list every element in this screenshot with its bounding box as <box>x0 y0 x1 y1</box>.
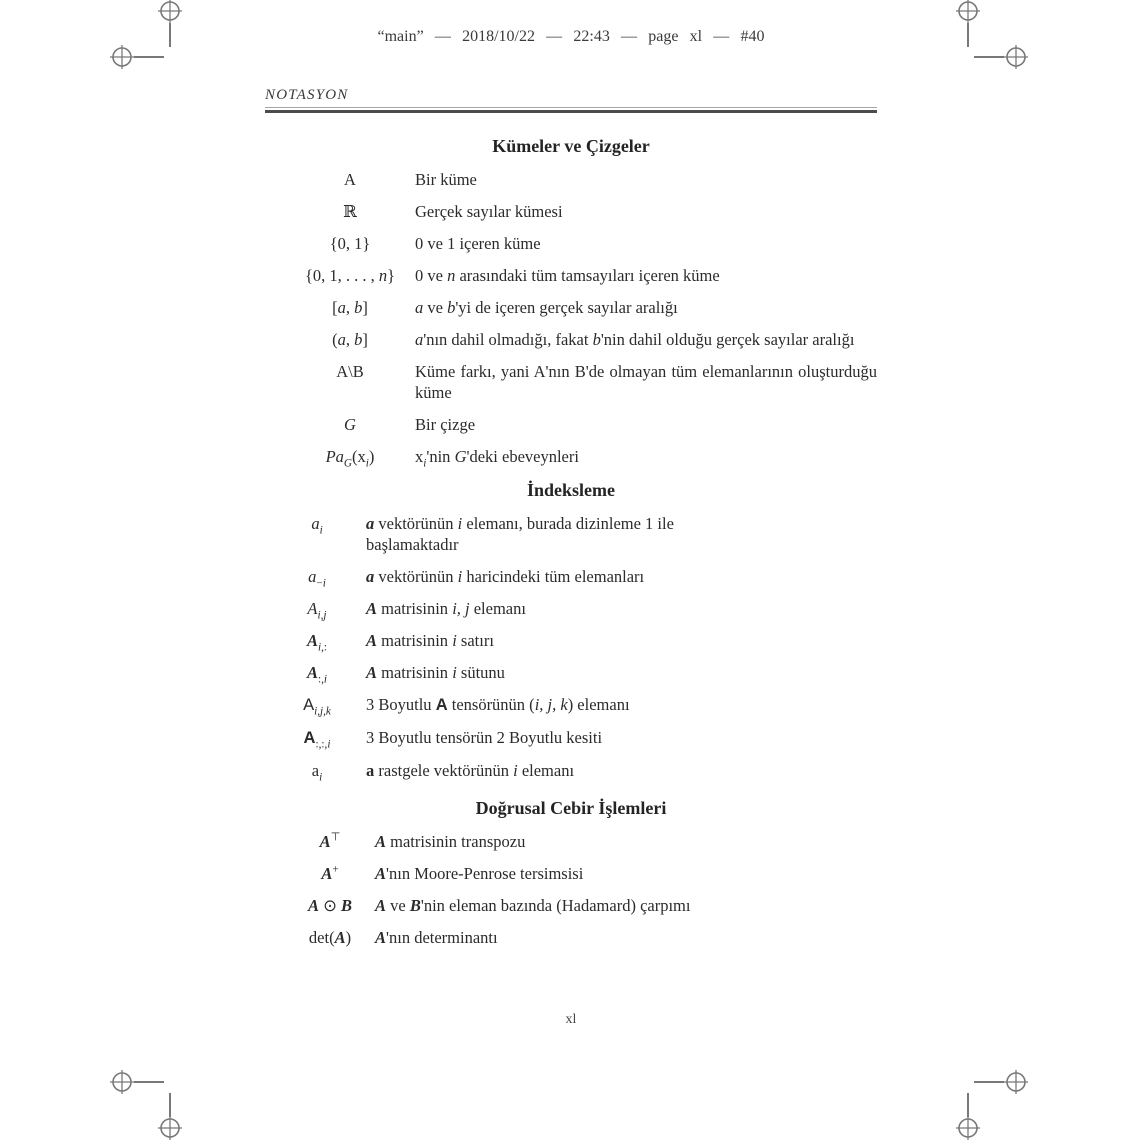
table-row <box>265 694 877 716</box>
table-row <box>265 446 877 470</box>
notation-description: a vektörünün i haricindeki tüm elemanları <box>366 567 645 586</box>
section-sets-graphs <box>265 135 877 470</box>
notation-description: a rastgele vektörünün i elemanı <box>366 761 575 780</box>
crop-line <box>967 23 969 47</box>
notation-content <box>265 135 877 959</box>
table-row <box>265 727 877 749</box>
notation-description: a'nın dahil olmadığı, fakat b'nin dahil olduğu gerçek sayılar aralığı <box>415 330 855 349</box>
section-title: Doğrusal Cebir İşlemleri <box>475 798 667 818</box>
notation-description: Bir küme <box>415 170 477 189</box>
registration-mark-icon <box>158 0 182 23</box>
table-row <box>265 895 877 916</box>
table-row <box>265 297 877 318</box>
notation-symbol: $A_{i,j}$ <box>307 599 327 622</box>
table-row <box>265 329 877 350</box>
notation-description: 3 Boyutlu A tensörünün (i, j, k) elemanı <box>366 695 630 714</box>
notation-description: 0 ve 1 içeren küme <box>415 234 541 253</box>
crop-line <box>134 1081 164 1083</box>
header-rule-thick <box>265 110 877 113</box>
table-row <box>265 760 877 784</box>
notation-description: A matrisinin i, j elemanı <box>366 599 526 618</box>
notation-symbol: A\B <box>336 362 364 381</box>
section-linear-algebra <box>265 797 877 948</box>
registration-mark-icon <box>1004 1070 1028 1094</box>
table-row <box>265 361 877 403</box>
table-row <box>265 566 877 590</box>
registration-mark-icon <box>110 1070 134 1094</box>
notation-description: Küme farkı, yani A'nın B'de olmayan tüm elemanlarının oluşturduğu küme <box>415 362 877 402</box>
registration-mark-icon <box>158 1116 182 1140</box>
crop-line <box>974 1081 1004 1083</box>
notation-symbol: $a_i$ <box>311 761 323 784</box>
table-row <box>265 863 877 884</box>
notation-symbol: $A_{:,:,i}$ <box>303 729 331 751</box>
notation-description: 3 Boyutlu tensörün 2 Boyutlu kesiti <box>366 728 603 747</box>
section-title: Kümeler ve Çizgeler <box>492 136 650 156</box>
table-row <box>265 233 877 254</box>
crop-line <box>974 56 1004 58</box>
notation-symbol: $Pa_G(x_i)$ <box>325 447 375 470</box>
entries <box>265 169 877 470</box>
notation-description: $x_i'nin$ G'deki ebeveynleri <box>415 447 579 470</box>
running-head-label: NOTASYON <box>265 87 349 103</box>
notation-symbol: ℝ <box>343 202 357 221</box>
notation-symbol: $A_{i,j,k}$ <box>303 696 331 718</box>
notation-symbol: $A_{:,i}$ <box>306 663 328 686</box>
notation-symbol: {0, 1, . . . , n} <box>304 266 396 285</box>
notation-description: A matrisinin transpozu <box>375 832 526 851</box>
table-row <box>265 598 877 622</box>
notation-symbol: $a_{-i}$ <box>308 567 326 590</box>
notation-description: A matrisinin i satırı <box>366 631 494 650</box>
notation-symbol: $a_i$ <box>311 514 323 537</box>
notation-symbol: A ⊙ B <box>307 896 353 915</box>
notation-description: A ve B'nin eleman bazında (Hadamard) çarpımı <box>375 896 691 915</box>
page-number: xl <box>565 1012 577 1027</box>
notation-description: A matrisinin i sütunu <box>366 663 505 682</box>
notation-symbol: $A_{i,:}$ <box>306 631 328 654</box>
crop-line <box>134 56 164 58</box>
notation-description: a ve b'yi de içeren gerçek sayılar aralığı <box>415 298 678 317</box>
notation-description: A'nın determinantı <box>375 928 498 947</box>
entries <box>265 513 877 784</box>
registration-mark-icon <box>956 0 980 23</box>
notation-description: A'nın Moore-Penrose tersimsisi <box>375 864 584 883</box>
entries <box>265 831 877 948</box>
notation-symbol: (a, b] <box>332 330 368 349</box>
table-row <box>265 201 877 222</box>
registration-mark-icon <box>110 45 134 69</box>
registration-mark-icon <box>956 1116 980 1140</box>
notation-symbol: A+ <box>321 863 339 883</box>
table-row <box>265 662 877 686</box>
section-indexing <box>265 479 877 784</box>
section-title: İndeksleme <box>526 480 615 500</box>
header-rule-thin <box>265 107 877 108</box>
table-row <box>265 513 877 555</box>
notation-symbol: [a, b] <box>332 298 368 317</box>
table-row <box>265 414 877 435</box>
crop-line <box>967 1093 969 1117</box>
running-head <box>265 86 877 113</box>
table-row <box>265 265 877 286</box>
notation-symbol: det(A) <box>308 928 352 947</box>
table-row <box>265 169 877 190</box>
notation-description: Bir çizge <box>415 415 476 434</box>
notation-description: a vektörünün i elemanı, burada dizinleme 1 ile başlamaktadır <box>366 514 674 554</box>
print-header: “main” — 2018/10/22 — 22:43 — page xl — #40 <box>377 28 765 45</box>
notation-symbol: G <box>344 415 356 434</box>
notation-description: 0 ve n arasındaki tüm tamsayıları içeren küme <box>415 266 720 285</box>
registration-mark-icon <box>1004 45 1028 69</box>
notation-symbol: {0, 1} <box>329 234 371 253</box>
notation-description: Gerçek sayılar kümesi <box>415 202 563 221</box>
notation-symbol: A <box>344 170 356 189</box>
notation-symbol: A⊤ <box>319 830 341 851</box>
crop-line <box>169 23 171 47</box>
table-row <box>265 630 877 654</box>
table-row <box>265 831 877 852</box>
crop-line <box>169 1093 171 1117</box>
table-row <box>265 927 877 948</box>
